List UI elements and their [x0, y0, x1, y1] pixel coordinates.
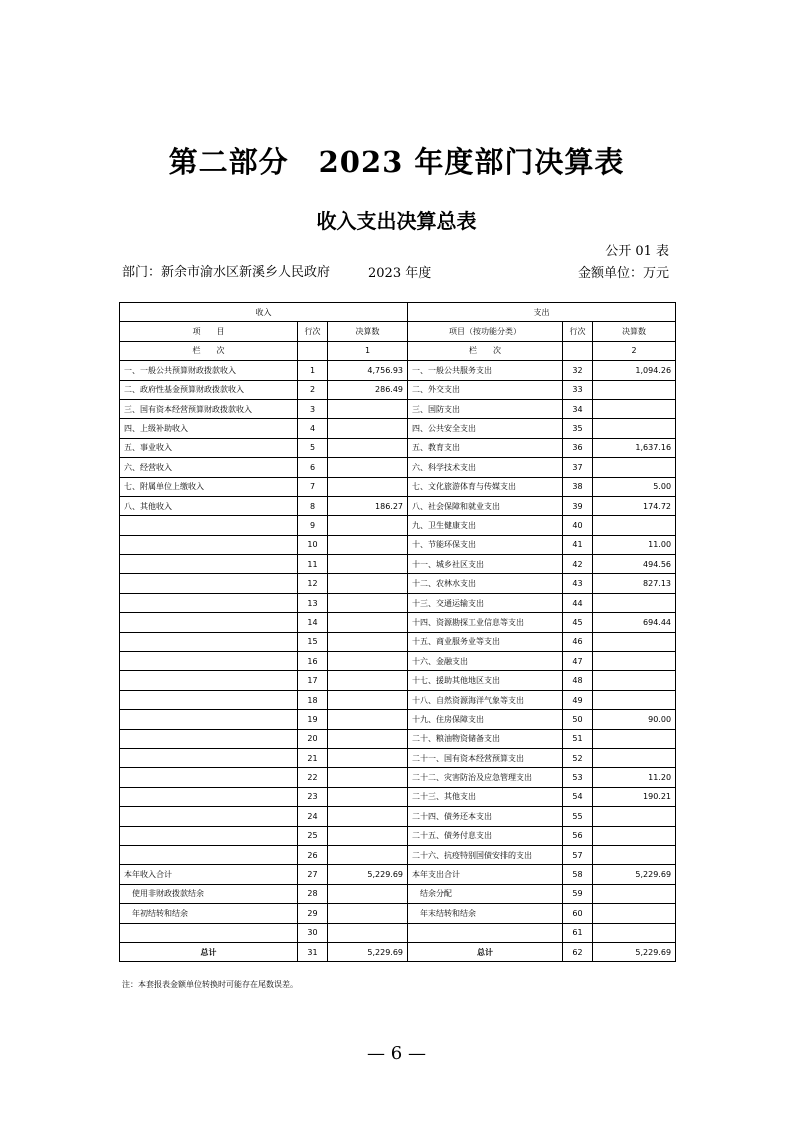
income-row-no: 26 — [298, 845, 328, 864]
expense-row-no: 57 — [563, 845, 593, 864]
expense-item: 九、卫生健康支出 — [408, 516, 563, 535]
expense-item: 八、社会保障和就业支出 — [408, 496, 563, 515]
expense-amount — [593, 399, 676, 418]
table-row — [120, 380, 676, 399]
table-row — [120, 923, 676, 942]
expense-amount — [593, 748, 676, 767]
expense-item: 二十四、债务还本支出 — [408, 807, 563, 826]
income-amount — [328, 613, 408, 632]
expense-amount: 11.20 — [593, 768, 676, 787]
expense-row-no: 43 — [563, 574, 593, 593]
income-amount — [328, 419, 408, 438]
income-item — [120, 516, 298, 535]
income-row-no: 9 — [298, 516, 328, 535]
expense-item: 十六、金融支出 — [408, 652, 563, 671]
expense-row-no: 59 — [563, 884, 593, 903]
expense-row-no: 36 — [563, 438, 593, 457]
income-amount — [328, 458, 408, 477]
income-item — [120, 671, 298, 690]
income-amount — [328, 748, 408, 767]
income-amount — [328, 904, 408, 923]
expense-amount: 174.72 — [593, 496, 676, 515]
income-row-no: 13 — [298, 593, 328, 612]
income-item — [120, 574, 298, 593]
expense-row-no: 47 — [563, 652, 593, 671]
income-amount — [328, 710, 408, 729]
income-item — [120, 807, 298, 826]
col-item-func: 项目（按功能分类） — [408, 322, 563, 341]
expense-amount — [593, 729, 676, 748]
table-row — [120, 865, 676, 884]
expense-row-no: 45 — [563, 613, 593, 632]
income-row-no: 7 — [298, 477, 328, 496]
expense-amount: 5,229.69 — [593, 942, 676, 961]
income-amount — [328, 555, 408, 574]
expense-item: 二十二、灾害防治及应急管理支出 — [408, 768, 563, 787]
income-amount — [328, 535, 408, 554]
income-amount — [328, 729, 408, 748]
expense-item: 十八、自然资源海洋气象等支出 — [408, 690, 563, 709]
table-row — [120, 807, 676, 826]
income-item: 八、其他收入 — [120, 496, 298, 515]
expense-item: 结余分配 — [408, 884, 563, 903]
income-item — [120, 923, 298, 942]
expense-row-no: 55 — [563, 807, 593, 826]
income-row-no: 11 — [298, 555, 328, 574]
expense-row-no: 58 — [563, 865, 593, 884]
income-row-no: 2 — [298, 380, 328, 399]
expense-item: 二十三、其他支出 — [408, 787, 563, 806]
table-row — [120, 710, 676, 729]
expense-item: 本年支出合计 — [408, 865, 563, 884]
expense-amount — [593, 923, 676, 942]
income-row-no: 5 — [298, 438, 328, 457]
expense-col-no: 2 — [593, 341, 676, 360]
form-code: 公开 01 表 — [605, 244, 669, 259]
income-amount: 5,229.69 — [328, 865, 408, 884]
income-item — [120, 593, 298, 612]
income-row-no: 30 — [298, 923, 328, 942]
income-item — [120, 632, 298, 651]
expense-item: 三、国防支出 — [408, 399, 563, 418]
income-amount — [328, 787, 408, 806]
expense-item: 十三、交通运输支出 — [408, 593, 563, 612]
expense-amount: 494.56 — [593, 555, 676, 574]
income-col-no: 1 — [328, 341, 408, 360]
income-expense-table — [119, 302, 676, 962]
table-row — [120, 516, 676, 535]
expense-row-no: 41 — [563, 535, 593, 554]
expense-item: 十五、商业服务业等支出 — [408, 632, 563, 651]
expense-amount — [593, 671, 676, 690]
income-item — [120, 748, 298, 767]
table-row — [120, 845, 676, 864]
income-row-no: 25 — [298, 826, 328, 845]
column-header-row — [120, 322, 676, 341]
income-item: 使用非财政拨款结余 — [120, 884, 298, 903]
expense-row-no: 42 — [563, 555, 593, 574]
table-row — [120, 768, 676, 787]
table-row — [120, 419, 676, 438]
income-amount — [328, 574, 408, 593]
income-amount: 4,756.93 — [328, 361, 408, 380]
income-amount — [328, 768, 408, 787]
income-item: 四、上级补助收入 — [120, 419, 298, 438]
income-row-no: 14 — [298, 613, 328, 632]
table-row — [120, 535, 676, 554]
expense-row-no: 62 — [563, 942, 593, 961]
income-row-no: 12 — [298, 574, 328, 593]
section-header-row — [120, 303, 676, 322]
table-row — [120, 399, 676, 418]
income-amount — [328, 807, 408, 826]
table-row — [120, 729, 676, 748]
income-row-no: 24 — [298, 807, 328, 826]
expense-item: 总计 — [408, 942, 563, 961]
expense-row-no: 53 — [563, 768, 593, 787]
income-row-no: 23 — [298, 787, 328, 806]
income-item: 总计 — [120, 942, 298, 961]
expense-amount — [593, 690, 676, 709]
expense-row-no: 34 — [563, 399, 593, 418]
income-row-no: 28 — [298, 884, 328, 903]
expense-row-no: 54 — [563, 787, 593, 806]
table-row — [120, 671, 676, 690]
table-row — [120, 826, 676, 845]
expense-amount: 1,094.26 — [593, 361, 676, 380]
expense-item: 十、节能环保支出 — [408, 535, 563, 554]
col-amount: 决算数 — [328, 322, 408, 341]
income-row-no: 17 — [298, 671, 328, 690]
expense-item: 六、科学技术支出 — [408, 458, 563, 477]
income-row-no: 4 — [298, 419, 328, 438]
expense-amount — [593, 807, 676, 826]
expense-amount — [593, 904, 676, 923]
amount-unit: 金额单位：万元 — [577, 266, 669, 281]
expense-item — [408, 923, 563, 942]
expense-header: 支出 — [408, 303, 676, 322]
table-row — [120, 942, 676, 961]
income-row-no: 21 — [298, 748, 328, 767]
expense-amount — [593, 652, 676, 671]
expense-item: 二十、粮油物资储备支出 — [408, 729, 563, 748]
income-item — [120, 787, 298, 806]
income-row-no: 6 — [298, 458, 328, 477]
col-label: 栏 次 — [408, 341, 563, 360]
table-row — [120, 748, 676, 767]
col-label: 栏 次 — [120, 341, 298, 360]
income-item — [120, 729, 298, 748]
income-amount — [328, 438, 408, 457]
expense-item: 七、文化旅游体育与传媒支出 — [408, 477, 563, 496]
income-row-no: 10 — [298, 535, 328, 554]
income-item: 年初结转和结余 — [120, 904, 298, 923]
department-label: 部门：新余市渝水区新溪乡人民政府 — [122, 265, 331, 280]
income-item — [120, 613, 298, 632]
expense-item: 二十一、国有资本经营预算支出 — [408, 748, 563, 767]
expense-item: 五、教育支出 — [408, 438, 563, 457]
income-item — [120, 710, 298, 729]
table-row — [120, 496, 676, 515]
table-row — [120, 904, 676, 923]
table-row — [120, 574, 676, 593]
income-item — [120, 555, 298, 574]
expense-item: 年末结转和结余 — [408, 904, 563, 923]
expense-row-no: 38 — [563, 477, 593, 496]
expense-amount: 5,229.69 — [593, 865, 676, 884]
expense-row-no: 46 — [563, 632, 593, 651]
table-row — [120, 458, 676, 477]
income-row-no: 31 — [298, 942, 328, 961]
expense-amount — [593, 884, 676, 903]
table-row — [120, 593, 676, 612]
income-item: 三、国有资本经营预算财政拨款收入 — [120, 399, 298, 418]
expense-item: 二、外交支出 — [408, 380, 563, 399]
income-amount — [328, 671, 408, 690]
expense-amount — [593, 380, 676, 399]
empty-cell — [298, 341, 328, 360]
expense-amount: 1,637.16 — [593, 438, 676, 457]
income-row-no: 20 — [298, 729, 328, 748]
table-row — [120, 632, 676, 651]
expense-row-no: 60 — [563, 904, 593, 923]
income-amount — [328, 690, 408, 709]
expense-row-no: 33 — [563, 380, 593, 399]
income-row-no: 27 — [298, 865, 328, 884]
table-row — [120, 787, 676, 806]
expense-row-no: 50 — [563, 710, 593, 729]
income-item — [120, 845, 298, 864]
income-amount — [328, 826, 408, 845]
expense-row-no: 49 — [563, 690, 593, 709]
expense-amount — [593, 826, 676, 845]
col-item: 项 目 — [120, 322, 298, 341]
table-row — [120, 438, 676, 457]
col-amount: 决算数 — [593, 322, 676, 341]
fiscal-year: 2023 年度 — [368, 266, 432, 281]
table-row — [120, 477, 676, 496]
expense-amount — [593, 458, 676, 477]
income-row-no: 1 — [298, 361, 328, 380]
income-row-no: 22 — [298, 768, 328, 787]
income-row-no: 3 — [298, 399, 328, 418]
page-number: — 6 — — [367, 1043, 426, 1064]
expense-row-no: 35 — [563, 419, 593, 438]
income-item: 二、政府性基金预算财政拨款收入 — [120, 380, 298, 399]
page-title: 第二部分 2023 年度部门决算表 — [168, 145, 625, 179]
income-item — [120, 535, 298, 554]
expense-amount: 90.00 — [593, 710, 676, 729]
expense-item: 十七、援助其他地区支出 — [408, 671, 563, 690]
income-item: 七、附属单位上缴收入 — [120, 477, 298, 496]
expense-row-no: 44 — [563, 593, 593, 612]
expense-amount: 827.13 — [593, 574, 676, 593]
expense-item: 十九、住房保障支出 — [408, 710, 563, 729]
expense-item: 十二、农林水支出 — [408, 574, 563, 593]
expense-item: 二十五、债务付息支出 — [408, 826, 563, 845]
expense-amount — [593, 419, 676, 438]
table-row — [120, 884, 676, 903]
expense-amount: 5.00 — [593, 477, 676, 496]
table-row — [120, 361, 676, 380]
expense-item: 十四、资源勘探工业信息等支出 — [408, 613, 563, 632]
col-row-no: 行次 — [298, 322, 328, 341]
expense-amount: 190.21 — [593, 787, 676, 806]
table-title: 收入支出决算总表 — [316, 209, 477, 233]
table-row — [120, 652, 676, 671]
income-item: 六、经营收入 — [120, 458, 298, 477]
income-amount — [328, 884, 408, 903]
income-row-no: 15 — [298, 632, 328, 651]
income-amount — [328, 477, 408, 496]
income-item: 五、事业收入 — [120, 438, 298, 457]
income-amount — [328, 845, 408, 864]
income-amount — [328, 593, 408, 612]
column-number-row — [120, 341, 676, 360]
expense-amount — [593, 593, 676, 612]
expense-amount — [593, 632, 676, 651]
income-header: 收入 — [120, 303, 408, 322]
expense-row-no: 61 — [563, 923, 593, 942]
income-row-no: 8 — [298, 496, 328, 515]
income-amount — [328, 399, 408, 418]
income-amount — [328, 632, 408, 651]
income-amount: 5,229.69 — [328, 942, 408, 961]
table-row — [120, 690, 676, 709]
table-row — [120, 613, 676, 632]
expense-amount: 694.44 — [593, 613, 676, 632]
income-amount — [328, 923, 408, 942]
expense-amount — [593, 516, 676, 535]
expense-row-no: 52 — [563, 748, 593, 767]
table-row — [120, 555, 676, 574]
expense-item: 四、公共安全支出 — [408, 419, 563, 438]
expense-amount — [593, 845, 676, 864]
expense-row-no: 48 — [563, 671, 593, 690]
income-amount: 186.27 — [328, 496, 408, 515]
expense-row-no: 56 — [563, 826, 593, 845]
income-row-no: 16 — [298, 652, 328, 671]
expense-row-no: 40 — [563, 516, 593, 535]
expense-row-no: 37 — [563, 458, 593, 477]
income-item — [120, 652, 298, 671]
expense-item: 二十六、抗疫特别国债安排的支出 — [408, 845, 563, 864]
expense-amount: 11.00 — [593, 535, 676, 554]
income-amount: 286.49 — [328, 380, 408, 399]
col-row-no: 行次 — [563, 322, 593, 341]
income-row-no: 18 — [298, 690, 328, 709]
income-item — [120, 826, 298, 845]
income-item — [120, 690, 298, 709]
income-item: 本年收入合计 — [120, 865, 298, 884]
expense-row-no: 39 — [563, 496, 593, 515]
empty-cell — [563, 341, 593, 360]
income-row-no: 29 — [298, 904, 328, 923]
income-item: 一、一般公共预算财政拨款收入 — [120, 361, 298, 380]
income-amount — [328, 516, 408, 535]
expense-item: 十一、城乡社区支出 — [408, 555, 563, 574]
income-amount — [328, 652, 408, 671]
expense-row-no: 32 — [563, 361, 593, 380]
income-item — [120, 768, 298, 787]
expense-item: 一、一般公共服务支出 — [408, 361, 563, 380]
income-row-no: 19 — [298, 710, 328, 729]
expense-row-no: 51 — [563, 729, 593, 748]
footnote: 注：本套报表金额单位转换时可能存在尾数误差。 — [122, 980, 298, 989]
